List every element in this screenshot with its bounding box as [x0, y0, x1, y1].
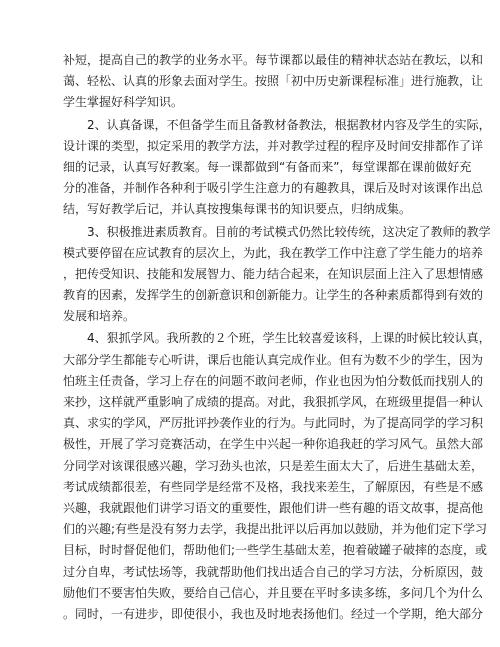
document-body	[63, 50, 491, 626]
text-line: 们的兴趣;有些是没有努力去学，我提出批评以后再加以鼓励，并为他们定下学习	[63, 522, 488, 537]
text-line: 怕班主任责备，学习上存在的问题不敢问老师，作业也因为怕分数低而找别人的	[63, 373, 484, 388]
text-line: 。同时，一有进步，即使很小，我也及时地表扬他们。经过一个学期，绝大部分	[63, 606, 484, 621]
text-line: 目标，时时督促他们，帮助他们;一些学生基础太差，抱着破罐子破摔的态度，或	[63, 543, 488, 558]
text-line: 设计课的类型，拟定采用的教学方法，并对教学过程的程序及时间安排都作了详	[63, 138, 484, 153]
text-line: 蔼、轻松、认真的形象去面对学生。按照「初中历史新课程标准」进行施教，让	[63, 74, 484, 89]
text-line: 模式要停留在应试教育的层次上，为此，我在教学工作中注意了学生能力的培养	[63, 245, 484, 260]
text-line: 分的准备，并制作各种利于吸引学生注意力的有趣教具，课后及时对该课作出总	[63, 181, 484, 196]
text-line: 来抄，这样就严重影响了成绩的提高。对此，我狠抓学风，在班级里提倡一种认	[63, 395, 484, 409]
text-line: 分同学对该课很感兴趣，学习劲头也浓，只是差生面太大了，后进生基础太差，	[63, 458, 484, 473]
text-line: ，把传受知识、技能和发展智力、能力结合起来，在知识层面上注入了思想情感	[63, 266, 484, 281]
text-line: 4、狠抓学风。我所教的２个班，学生比较喜爱该科，上课的时候比较认真，	[87, 331, 491, 346]
text-line: 细的记录，认真写好教案。每一课都做到“有备而来”，每堂课都在课前做好充	[63, 159, 472, 174]
text-line: 兴趣，我就跟他们讲学习语文的重要性，跟他们讲一些有趣的语文故事，提高他	[63, 500, 484, 515]
paragraph-4	[63, 328, 491, 625]
text-line: 教育的因素，发挥学生的创新意识和创新能力。让学生的各种素质都得到有效的	[63, 288, 484, 303]
text-line: 2、认真备课，不但备学生而且备教材备教法，根据教材内容及学生的实际，	[87, 117, 491, 132]
paragraph-2	[63, 115, 491, 221]
text-line: 极性，开展了学习竞赛活动，在学生中兴起一种你追我赶的学习风气。虽然大部	[63, 437, 484, 452]
paragraph-1	[63, 50, 484, 114]
text-line: 大部分学生都能专心听讲，课后也能认真完成作业。但有为数不少的学生，因为	[63, 352, 484, 367]
text-line: 结，写好教学后记，并认真按搜集每课书的知识要点，归纳成集。	[63, 202, 412, 217]
text-line: 考试成绩都很差，有些同学是经常不及格，我找来差生，了解原因，有些是不感	[63, 479, 484, 494]
text-line: 补短，提高自己的教学的业务水平。每节课都以最佳的精神状态站在教坛，以和	[63, 53, 484, 67]
text-line: 发展和培养。	[63, 309, 136, 324]
text-line: 真、求实的学风，严厉批评抄袭作业的行为。与此同时，为了提高同学的学习积	[63, 416, 484, 431]
text-line: 学生掌握好科学知识。	[63, 95, 184, 110]
text-line: 3、积极推进素质教育。目前的考试模式仍然比较传统，这决定了教师的教学	[87, 224, 491, 239]
paragraph-3	[63, 222, 491, 328]
text-line: 励他们不要害怕失败，要给自己信心，并且要在平时多读多练，多问几个为什么	[63, 585, 484, 600]
text-line: 过分自卑，考试怯场等，我就帮助他们找出适合自己的学习方法，分析原因，鼓	[63, 564, 484, 579]
